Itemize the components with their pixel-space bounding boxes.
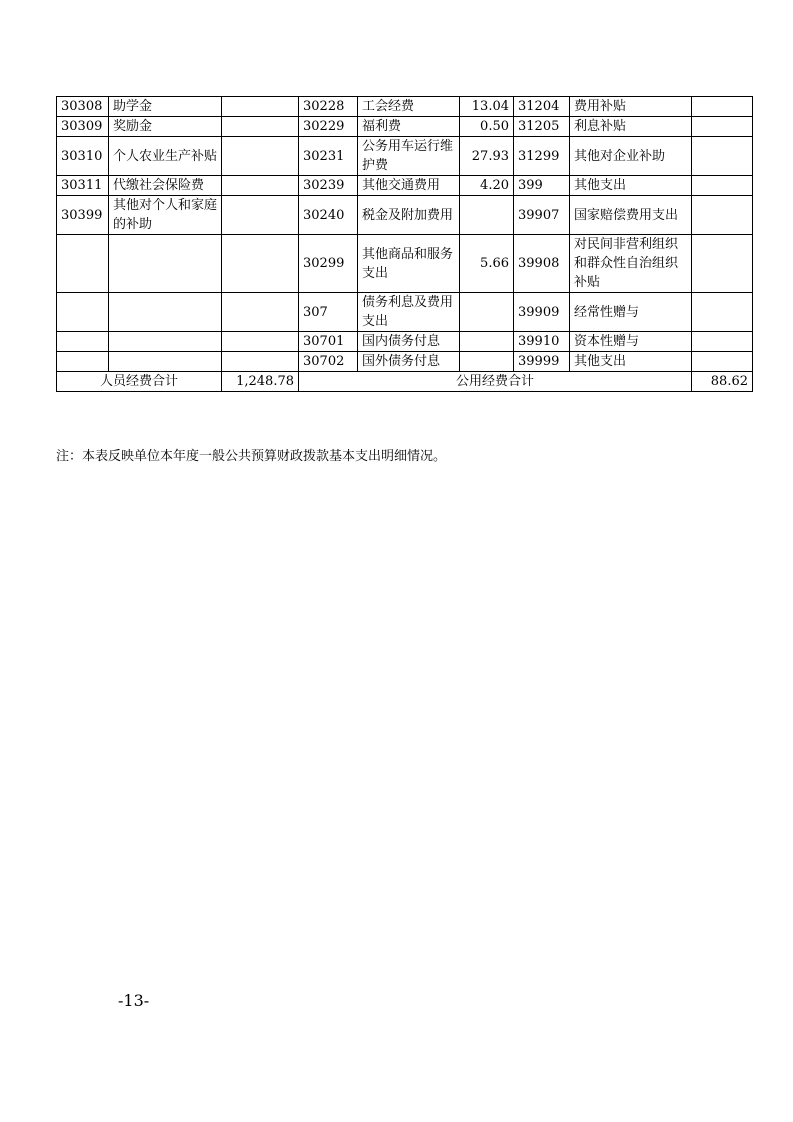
item-name-cell [109,293,222,332]
amount-cell [460,293,514,332]
amount-cell [692,293,753,332]
table-row [57,97,753,117]
item-name-cell: 其他商品和服务支出 [358,235,460,293]
budget-detail-table [56,96,753,392]
amount-cell: 27.93 [460,137,514,176]
amount-cell [222,196,299,235]
amount-cell [692,137,753,176]
code-cell: 31205 [514,117,570,137]
page-number: -13- [118,991,150,1010]
item-name-cell: 公务用车运行维护费 [358,137,460,176]
amount-cell [222,352,299,372]
public-total-value: 88.62 [692,372,753,392]
item-name-cell: 利息补贴 [570,117,692,137]
amount-cell [222,97,299,117]
code-cell: 30310 [57,137,109,176]
item-name-cell: 资本性赠与 [570,332,692,352]
item-name-cell: 国内债务付息 [358,332,460,352]
item-name-cell: 代缴社会保险费 [109,176,222,196]
amount-cell [692,352,753,372]
item-name-cell [109,332,222,352]
amount-cell [692,117,753,137]
table-row [57,235,753,293]
table-row [57,332,753,352]
amount-cell [692,97,753,117]
amount-cell [460,352,514,372]
code-cell: 39908 [514,235,570,293]
amount-cell [222,137,299,176]
item-name-cell: 费用补贴 [570,97,692,117]
code-cell: 30308 [57,97,109,117]
code-cell: 30399 [57,196,109,235]
amount-cell [222,332,299,352]
amount-cell [460,332,514,352]
code-cell: 30231 [299,137,358,176]
code-cell: 31204 [514,97,570,117]
amount-cell: 5.66 [460,235,514,293]
amount-cell: 13.04 [460,97,514,117]
item-name-cell: 其他支出 [570,352,692,372]
code-cell: 307 [299,293,358,332]
personnel-total-label: 人员经费合计 [57,372,222,392]
amount-cell [222,235,299,293]
table-row [57,137,753,176]
code-cell: 30240 [299,196,358,235]
item-name-cell: 个人农业生产补贴 [109,137,222,176]
item-name-cell: 其他支出 [570,176,692,196]
code-cell: 30311 [57,176,109,196]
item-name-cell: 对民间非营利组织和群众性自治组织补贴 [570,235,692,293]
table-row [57,117,753,137]
code-cell: 30309 [57,117,109,137]
table-row [57,352,753,372]
code-cell: 399 [514,176,570,196]
amount-cell: 4.20 [460,176,514,196]
item-name-cell: 税金及附加费用 [358,196,460,235]
item-name-cell: 奖励金 [109,117,222,137]
table-row [57,196,753,235]
item-name-cell: 其他交通费用 [358,176,460,196]
code-cell [57,332,109,352]
amount-cell [692,176,753,196]
item-name-cell: 助学金 [109,97,222,117]
amount-cell [692,332,753,352]
personnel-total-value: 1,248.78 [222,372,299,392]
amount-cell [460,196,514,235]
item-name-cell: 债务利息及费用支出 [358,293,460,332]
code-cell: 39999 [514,352,570,372]
code-cell: 30299 [299,235,358,293]
item-name-cell [109,235,222,293]
amount-cell [222,293,299,332]
code-cell: 39909 [514,293,570,332]
amount-cell [692,235,753,293]
item-name-cell: 工会经费 [358,97,460,117]
item-name-cell: 其他对企业补助 [570,137,692,176]
code-cell: 39907 [514,196,570,235]
item-name-cell: 国家赔偿费用支出 [570,196,692,235]
item-name-cell: 其他对个人和家庭的补助 [109,196,222,235]
amount-cell [222,176,299,196]
code-cell: 30229 [299,117,358,137]
table-row [57,176,753,196]
public-total-label: 公用经费合计 [299,372,692,392]
item-name-cell [109,352,222,372]
code-cell: 30239 [299,176,358,196]
code-cell: 31299 [514,137,570,176]
code-cell: 30228 [299,97,358,117]
code-cell: 30701 [299,332,358,352]
amount-cell [222,117,299,137]
table-row [57,293,753,332]
code-cell: 39910 [514,332,570,352]
code-cell [57,352,109,372]
code-cell [57,235,109,293]
item-name-cell: 福利费 [358,117,460,137]
amount-cell [692,196,753,235]
table-note: 注：本表反映单位本年度一般公共预算财政拨款基本支出明细情况。 [56,449,447,464]
amount-cell: 0.50 [460,117,514,137]
item-name-cell: 经常性赠与 [570,293,692,332]
item-name-cell: 国外债务付息 [358,352,460,372]
code-cell: 30702 [299,352,358,372]
totals-row [57,372,753,392]
code-cell [57,293,109,332]
